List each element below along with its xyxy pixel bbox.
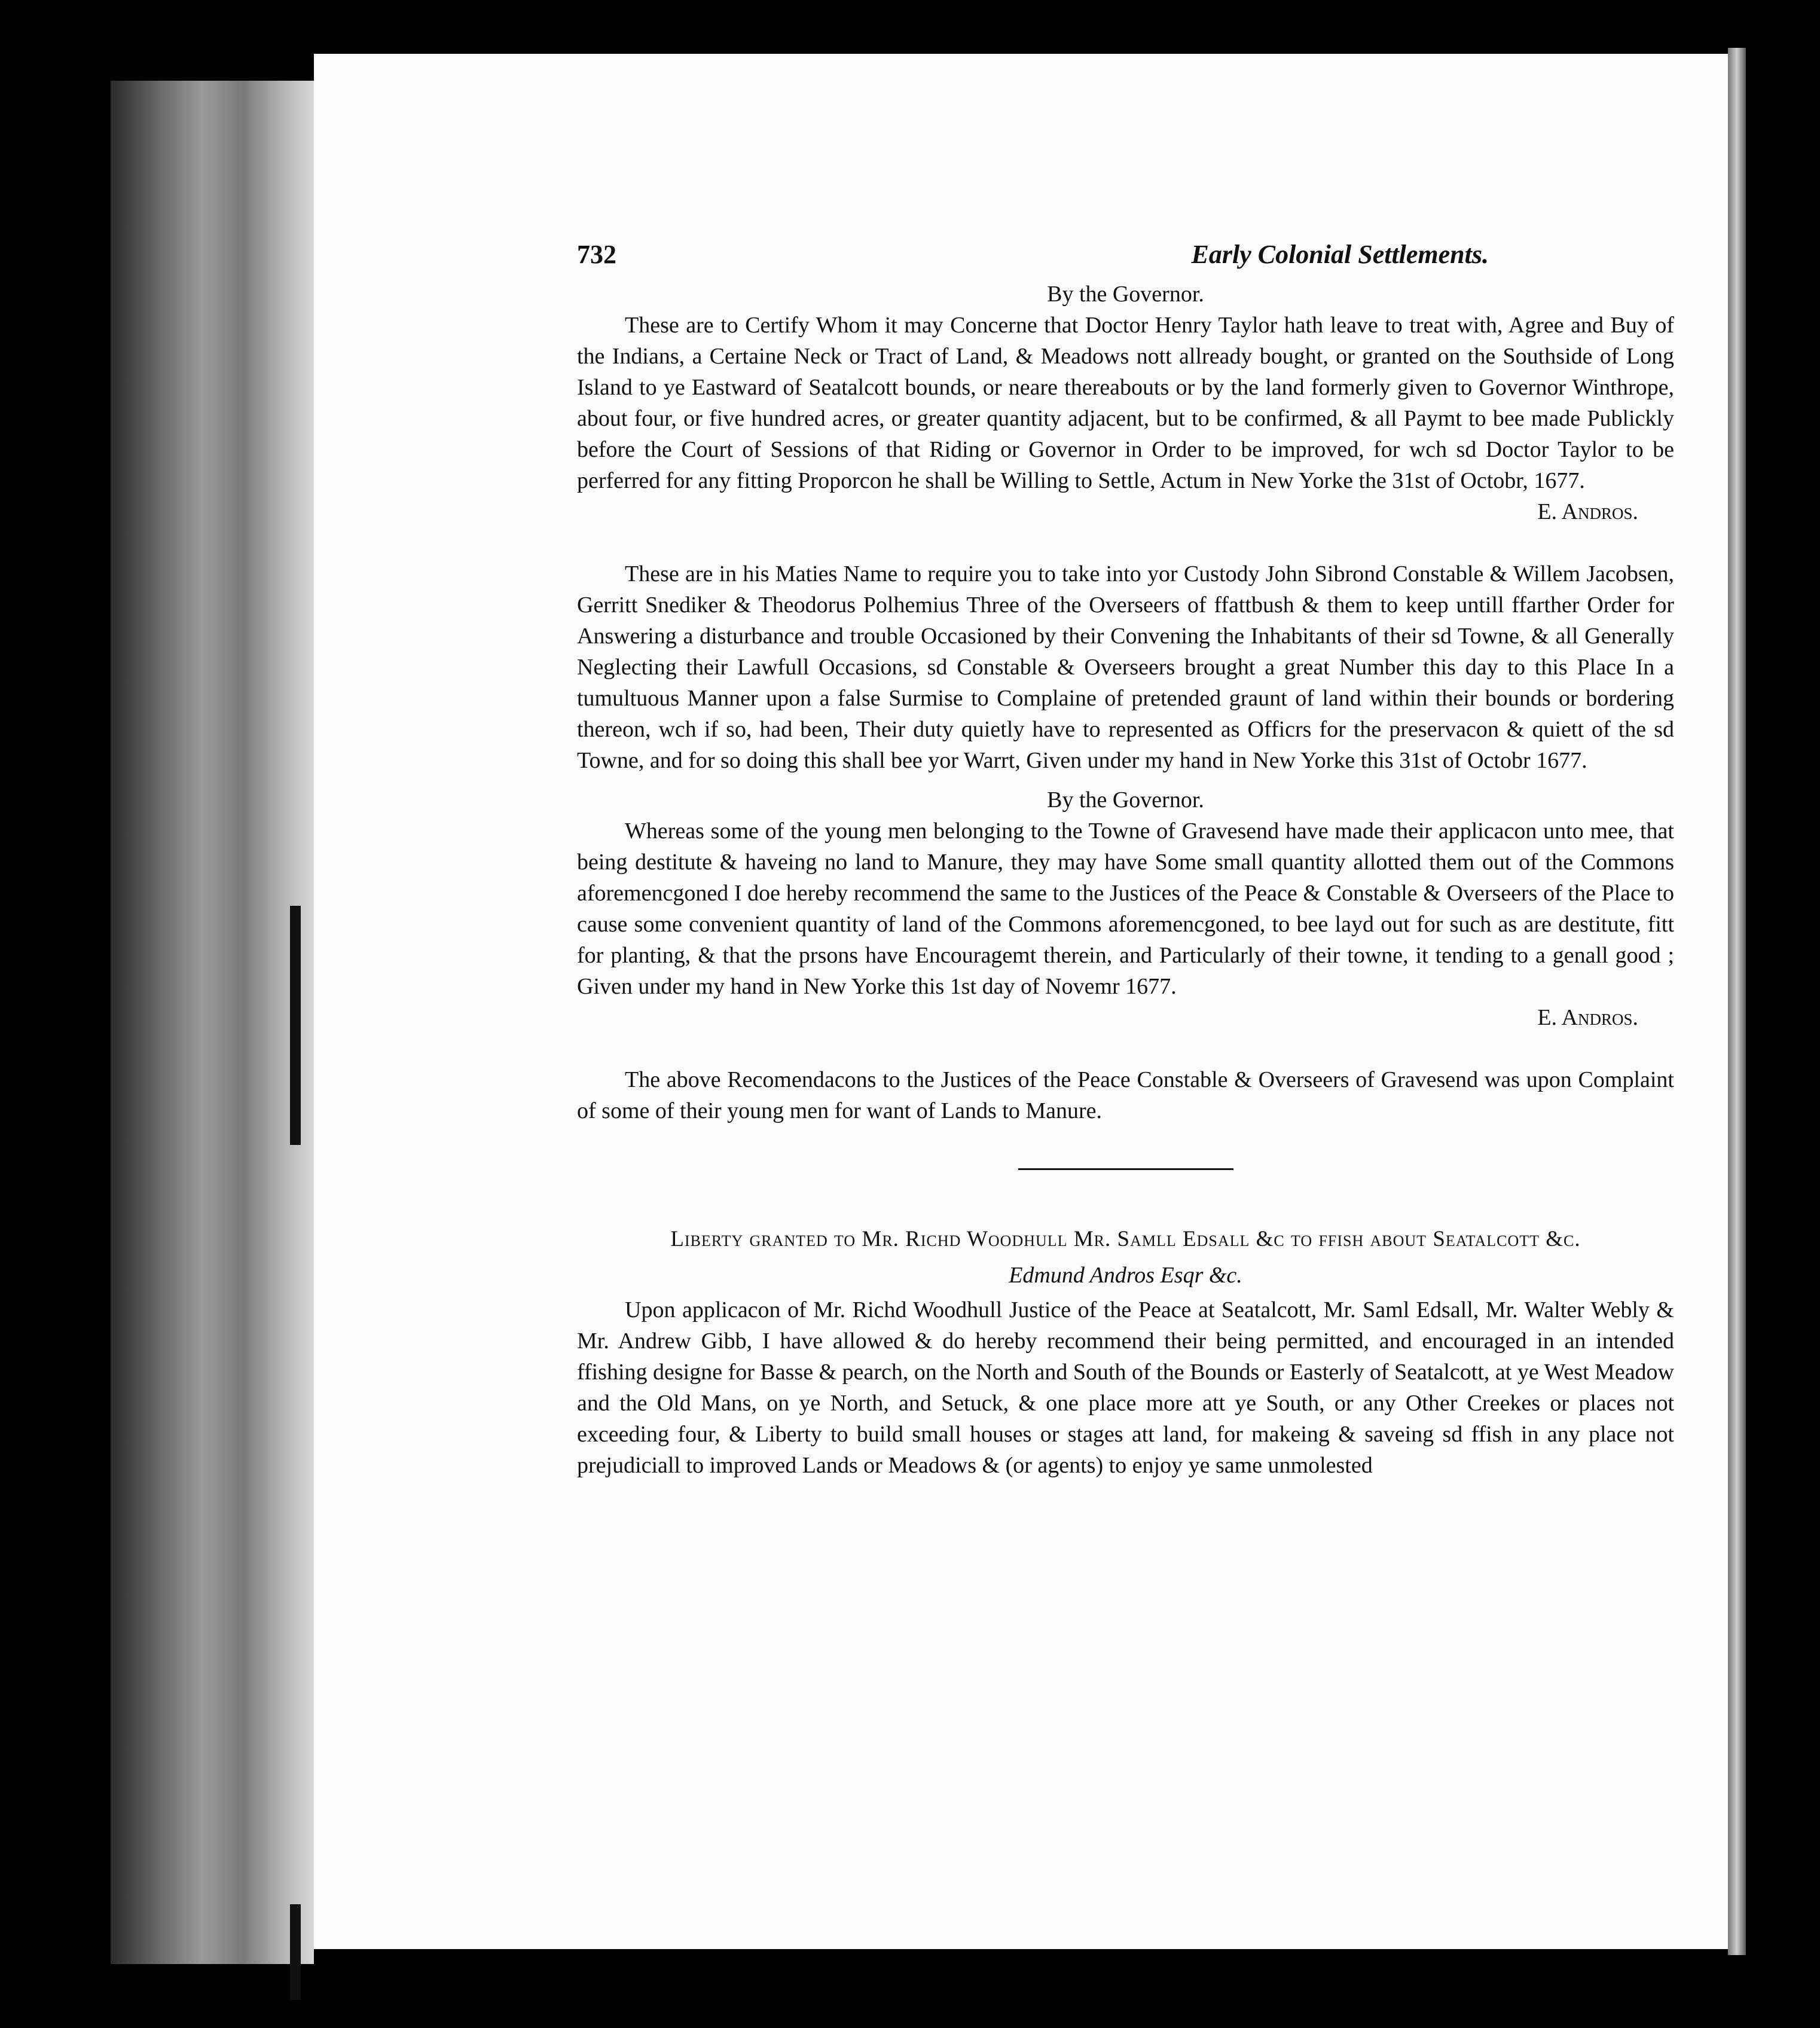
signature: E. Andros.	[1537, 1005, 1638, 1030]
section-heading: Liberty granted to Mr. Richd Woodhull Mr. Samll Edsall &c to ffish about Seatalcott &c.	[670, 1227, 1581, 1251]
spine-mark	[290, 906, 301, 1145]
page-number: 732	[577, 240, 616, 269]
liberty-paragraph: Upon applicacon of Mr. Richd Woodhull Justice of the Peace at Seatalcott, Mr. Saml Edsall, Mr. Walter Webly & Mr. Andrew Gibb, I have allowed & do hereby recommend their being permitted, and encouraged in an intended ffishing designe for Basse & pearch, on the North and South of the Bounds or Easterly of Seatalcott, at ye West Meadow and the Old Mans, on ye North, and Setuck, & one place more att ye South, or any Other Creekes or places not exceeding four, & Liberty to build small houses or stages att land, for makeing & saveing sd ffish in any place not prejudiciall to improved Lands or Meadows & (or agents) to enjoy ye same unmolested	[577, 1297, 1674, 1478]
by-governor-line: By the Governor.	[1047, 282, 1204, 307]
by-governor-line: By the Governor.	[1047, 787, 1204, 813]
book-spine	[111, 81, 314, 1964]
sub-heading: Edmund Andros Esqr &c.	[1009, 1263, 1242, 1288]
book-page	[314, 54, 1728, 1949]
note-paragraph: The above Recomendacons to the Justices of the Peace Constable & Overseers of Gravesend was upon Complaint of some of their young men for want of Lands to Manure.	[577, 1067, 1674, 1123]
running-title: Early Colonial Settlements.	[1191, 240, 1489, 269]
certificate-paragraph: These are to Certify Whom it may Concerne that Doctor Henry Taylor hath leave to treat with, Agree and Buy of the Indians, a Certaine Neck or Tract of Land, & Meadows nott allready bought, or granted on the Southside of Long Island to ye Eastward of Seatalcott bounds, or neare thereabouts or by the land formerly given to Governor Winthrope, about four, or five hundred acres, or greater quantity adjacent, but to be confirmed, & all Paymt to bee made Publickly before the Court of Sessions of that Riding or Governor in Order to be improved, for wch sd Doctor Taylor to be perferred for any fitting Proporcon he shall be Willing to Settle, Actum in New Yorke the 31st of Octobr, 1677.	[577, 313, 1674, 493]
section-divider	[1018, 1168, 1233, 1170]
spine-mark	[290, 1904, 301, 2000]
recommendation-paragraph: Whereas some of the young men belonging to the Towne of Gravesend have made their applicacon unto mee, that being destitute & haveing no land to Manure, they may have Some small quantity allotted them out of the Commons aforemencgoned I doe hereby recommend the same to the Justices of the Peace & Constable & Overseers of the Place to cause some convenient quantity of land of the Commons aforemencgoned, to bee layd out for such as are destitute, fitt for planting, & that the prsons have Encouragemt therein, and Particularly of their towne, it tending to a genall good ; Given under my hand in New Yorke this 1st day of Novemr 1677.	[577, 818, 1674, 999]
signature: E. Andros.	[1537, 499, 1638, 524]
warrant-paragraph: These are in his Maties Name to require you to take into yor Custody John Sibrond Constable & Willem Jacobsen, Gerritt Snediker & Theodorus Polhemius Three of the Overseers of ffattbush & them to keep untill ffarther Order for Answering a disturbance and trouble Occasioned by their Convening the Inhabitants of their sd Towne, & all Generally Neglecting their Lawfull Occasions, sd Constable & Overseers brought a great Number this day to this Place In a tumultuous Manner upon a false Surmise to Complaine of pretended graunt of land within their bounds or bordering thereon, wch if so, had been, Their duty quietly have to represented as Officrs for the preservacon & quiett of the sd Towne, and for so doing this shall bee yor Warrt, Given under my hand in New Yorke this 31st of Octobr 1677.	[577, 561, 1674, 773]
page-edge	[1728, 48, 1746, 1955]
page-text	[577, 239, 1674, 1481]
running-header	[577, 239, 1674, 270]
